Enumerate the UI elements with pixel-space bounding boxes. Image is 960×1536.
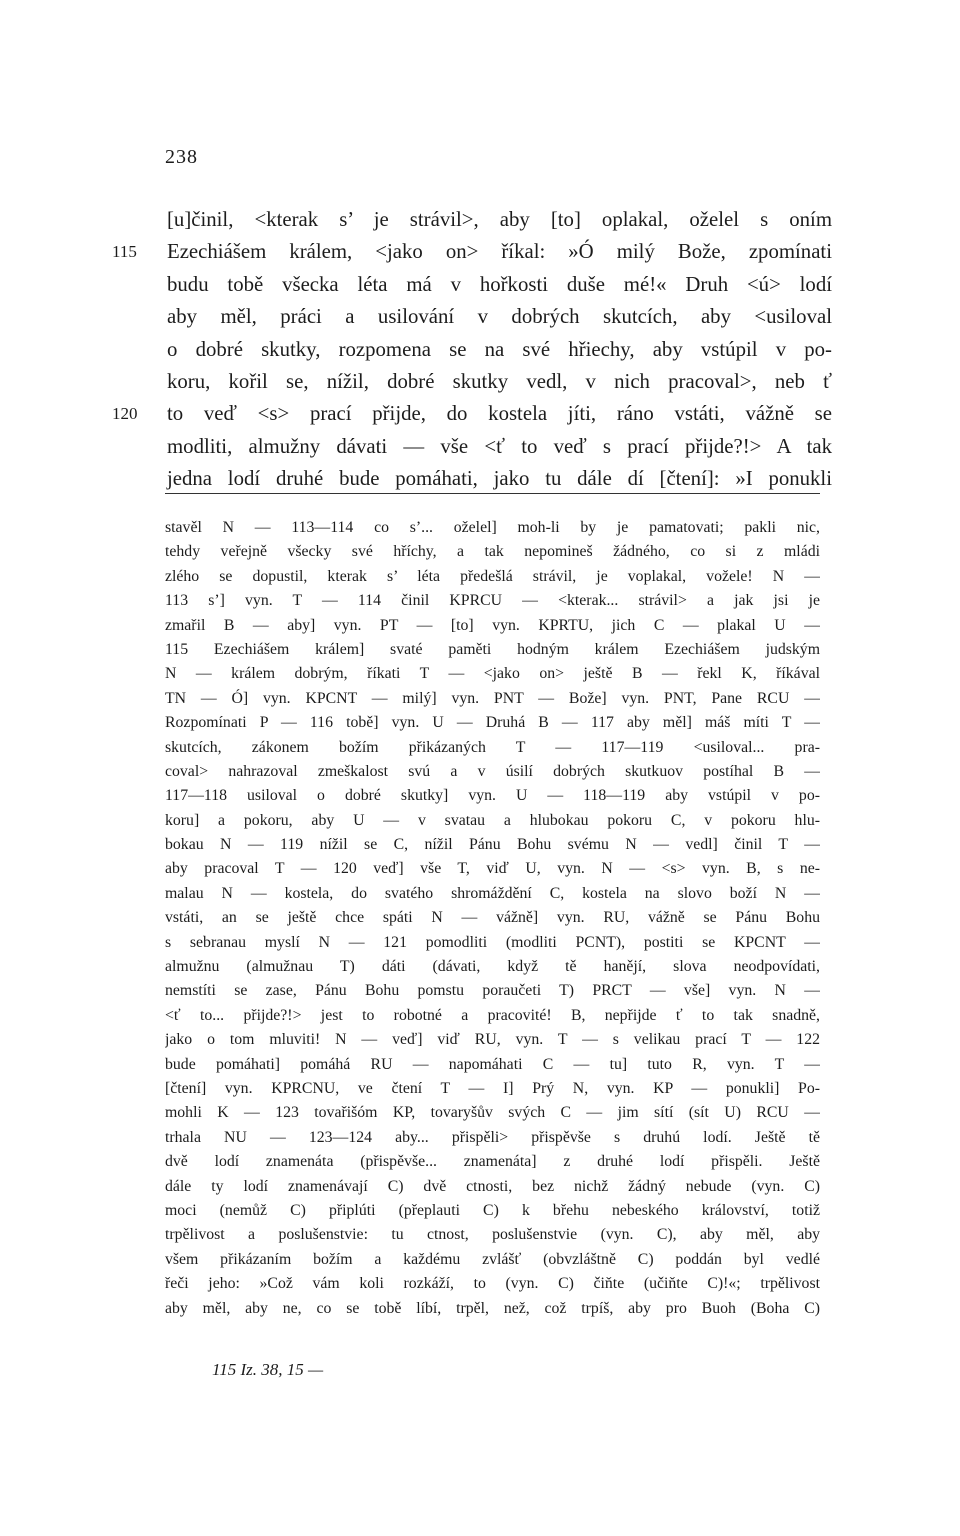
line-number: 115 xyxy=(112,242,137,262)
note-line: TN — Ó] vyn. KPCNT — milý] vyn. PNT — Bože] vyn. PNT, Pane RCU — xyxy=(165,689,820,707)
note-line: Rozpomínati P — 116 tobě] vyn. U — Druhá B — 117 aby měl] máš míti T — xyxy=(165,714,820,732)
note-line: [čtení] vyn. KPRCNU, ve čtení T — I] Prý N, vyn. KP — ponukli] Po- xyxy=(165,1079,820,1097)
text-line xyxy=(112,463,832,495)
page-number: 238 xyxy=(165,146,198,168)
note-line: trpělivost a poslušenstvie: tu ctnost, poslušenstvie (vyn. C), aby měl, aby xyxy=(165,1226,820,1244)
note-line: <ť to... přijde?!> jest to robotné a pracovité! B, nepřijde ť to tak snadně, xyxy=(165,1006,820,1024)
text-line xyxy=(112,334,832,366)
note-line: coval> nahrazoval zmeškalost svú a v úsilí dobrých skutkuov postíhal B — xyxy=(165,762,820,780)
note-line: N — králem dobrým, říkati T — <jako on> ještě B — řekl K, říkával xyxy=(165,665,820,683)
note-line: aby měl, aby ne, co se tobě líbí, trpěl, než, což trpíš, aby pro Buoh (Boha C) xyxy=(165,1299,820,1317)
note-line: bude pomáhati] pomáhá RU — napomáhati C — tu] tuto R, vyn. T — xyxy=(165,1055,820,1073)
note-line: skutcích, zákonem božím přikázaných T — 117—119 <usiloval... pra- xyxy=(165,738,820,756)
note-line: zmařil B — aby] vyn. PT — [to] vyn. KPRTU, jich C — plakal U — xyxy=(165,616,820,634)
line-text: to veď <s> prací přijde, do kostela jíti, ráno vstáti, vážně se xyxy=(167,402,832,426)
line-text: Ezechiášem králem, <jako on> říkal: »Ó milý Bože, zpomínati xyxy=(167,240,832,264)
line-text: o dobré skutky, rozpomena se na své hřiechy, aby vstúpil v po- xyxy=(167,337,832,361)
text-line xyxy=(112,398,832,430)
line-text: koru, kořil se, nížil, dobré skutky vedl, v nich pracoval>, neb ť xyxy=(167,369,832,393)
footnote-divider xyxy=(165,493,820,494)
note-line: stavěl N — 113—114 co s’... oželel] moh-li by je pamatovati; pakli nic, xyxy=(165,519,820,536)
note-line: 115 Ezechiášem králem] svaté paměti hodným králem Ezechiášem judským xyxy=(165,640,820,658)
note-line: zlého se dopustil, kterak s’ léta předešlá strávil, je voplakal, vožele! N — xyxy=(165,567,820,585)
note-line: mohli K — 123 tovařišóm KP, tovaryšův svých C — jim sítí (sít U) RCU — xyxy=(165,1104,820,1122)
text-line xyxy=(112,204,832,236)
text-line xyxy=(112,301,832,333)
critical-apparatus xyxy=(165,516,820,1321)
line-text: jedna lodí druhé bude pomáhati, jako tu dále dí [čtení]: »I ponukli xyxy=(167,467,832,491)
note-line: trhala NU — 123—124 aby... přispěli> přispěvše s druhú lodí. Ještě tě xyxy=(165,1128,820,1146)
note-line: všem přikázaním božím a každému zvlášť (obvzláštně C) poddán byl vedlé xyxy=(165,1250,820,1268)
text-line xyxy=(112,269,832,301)
main-text-block xyxy=(112,204,832,496)
note-line: jako o tom mluviti! N — veď] viď RU, vyn. T — s velikau prací T — 122 xyxy=(165,1031,820,1049)
note-line: malau N — kostela, do svatého shromáždění C, kostela na slovo boží N — xyxy=(165,884,820,902)
note-line: dvě lodí znamenáta (přispěvše... znamenáta] z druhé lodí přispěli. Ještě xyxy=(165,1153,820,1171)
note-line: aby pracoval T — 120 veď] vše T, viď U, vyn. N — <s> vyn. B, s ne- xyxy=(165,860,820,878)
note-line: nemstíti se zase, Pánu Bohu pomstu poraučeti T) PRCT — vše] vyn. N — xyxy=(165,982,820,1000)
text-line xyxy=(112,431,832,463)
note-line: 113 s’] vyn. T — 114 činil KPRCU — <kterak... strávil> a jak jsi je xyxy=(165,592,820,610)
line-text: modliti, almužny dávati — vše <ť to veď s prací přijde?!> A tak xyxy=(167,434,832,458)
line-text: aby měl, práci a usilování v dobrých skutcích, aby <usiloval xyxy=(167,305,832,329)
line-text: budu tobě všecka léta má v hořkosti duše mé!« Druh <ú> lodí xyxy=(167,272,832,296)
text-line xyxy=(112,366,832,398)
note-line: dále ty lodí znamenávají C) dvě ctnosti, bez nichž žádný nebude (vyn. C) xyxy=(165,1177,820,1195)
note-line: bokau N — 119 nížil se C, nížil Pánu Bohu svému N — vedl] činil T — xyxy=(165,836,820,854)
note-line: řeči jeho: »Což vám koli rozkáží, to (vyn. C) čiňte (učiňte C)!«; trpělivost xyxy=(165,1275,820,1293)
scripture-reference: 115 Iz. 38, 15 — xyxy=(212,1360,324,1379)
text-line xyxy=(112,236,832,268)
line-number: 120 xyxy=(112,404,138,424)
note-line: vstáti, an se ještě chce spáti N — vážně] vyn. RU, vážně se Pánu Bohu xyxy=(165,909,820,927)
note-line: almužnu (almužnau T) dáti (dávati, když tě hanějí, slova neodpovídati, xyxy=(165,958,820,976)
note-line: moci (nemůž C) připlúti (přeplauti C) k břehu nebeského království, totiž xyxy=(165,1201,820,1219)
note-line: koru] a pokoru, aby U — v svatau a hlubokau pokoru C, v pokoru hlu- xyxy=(165,811,820,829)
note-line: s sebranau myslí N — 121 pomodliti (modliti PCNT), postiti se KPCNT — xyxy=(165,933,820,951)
note-line: 117—118 usiloval o dobré skutky] vyn. U — 118—119 aby vstúpil v po- xyxy=(165,787,820,805)
note-line: tehdy veřejně všecky své hříchy, a tak nepomineš žádného, co si z mládi xyxy=(165,543,820,561)
line-text: [u]činil, <kterak s’ je strávil>, aby [to] oplakal, oželel s oním xyxy=(167,208,832,231)
